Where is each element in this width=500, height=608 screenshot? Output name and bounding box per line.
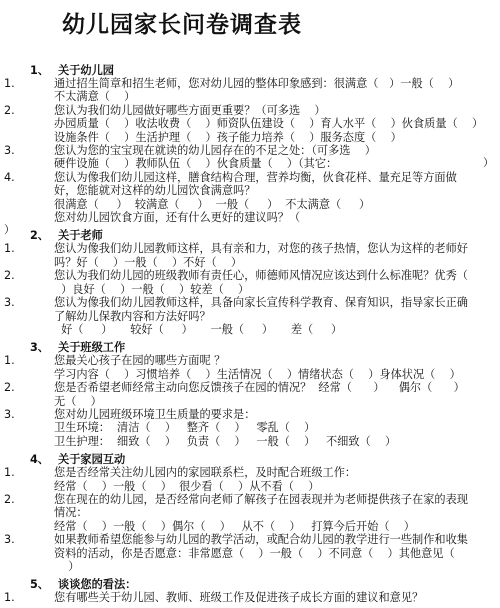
section-title: 关于班级工作 (58, 341, 126, 355)
section-number: 1、 (30, 64, 49, 77)
question-number: 1. (4, 466, 15, 480)
question-item (0, 77, 500, 104)
question-text-line: 无（ ） (54, 394, 102, 408)
question-text-line: 您对幼儿园饮食方面，还有什么更好的建议吗？（ (54, 211, 301, 225)
section-number: 4、 (30, 453, 49, 467)
question-text-line: 您认为像我们幼儿园教师这样，具有亲和力，对您的孩子热情，您认为这样的老师好 (54, 242, 468, 256)
question-text-line: 好（ ） 较好（ ） 一般（ ） 差（ ） (54, 322, 343, 336)
question-number: 1. (4, 77, 15, 90)
question-text-line: 情况： (54, 506, 88, 520)
section-number: 2、 (30, 229, 49, 243)
section-heading (0, 227, 500, 242)
question-text-line: 您认为像我们幼儿园这样，膳食结构合理，营养均衡，伙食花样、量充足等方面做 (54, 170, 457, 184)
question-item (0, 171, 500, 225)
question-text-line: 您对幼儿园班级环境卫生质量的要求是： (54, 407, 256, 421)
question-number: 2. (4, 492, 15, 506)
question-text-line: 卫生环境： 清洁（ ） 整齐（ ） 零乱（ ） (54, 421, 316, 435)
section-number: 3、 (30, 341, 49, 355)
question-number: 1. (4, 242, 15, 256)
question-number: 1. (4, 591, 15, 605)
question-text-line: 您是否希望老师经常主动向您反馈孩子在园的情况？ 经常（ ） 偶尔（ ） (54, 381, 465, 395)
question-item (0, 381, 500, 408)
section-title: 关于老师 (58, 229, 103, 243)
question-text-line: 卫生护理： 细致（ ） 负责（ ） 一般（ ） 不细致（ ） (54, 434, 397, 448)
section-heading (0, 62, 500, 77)
question-text-line: 好，您能就对这样的幼儿园饮食满意吗？ (54, 184, 256, 198)
page-title: 幼儿园家长问卷调查表 (62, 11, 302, 38)
question-item (0, 296, 500, 336)
question-item (0, 104, 500, 144)
question-item (0, 533, 500, 573)
question-text-line: 不太满意（ ） (54, 90, 136, 104)
question-text-line: 您有哪些关于幼儿园、教师、班级工作及促进孩子成长方面的建议和意见？ (54, 591, 424, 605)
question-number: 3. (4, 296, 15, 310)
section-heading (0, 576, 500, 591)
question-number: 4. (4, 170, 15, 184)
question-text-line: 您认为我们幼儿园的班级教师有责任心，师德师风情况应该达到什么标准呢？优秀（ (54, 269, 468, 283)
question-text-line: 经常（ ）一般（ ）偶尔（ ） 从不（ ） 打算今后开始（ ） (54, 519, 415, 533)
question-number: 3. (4, 533, 15, 547)
question-number: 2. (4, 103, 15, 117)
question-number: 3. (4, 407, 15, 421)
section-number: 5、 (30, 578, 49, 592)
question-text-line: 吗？好（ ）一般（ ）不好（ ） (54, 255, 243, 269)
question-item (0, 354, 500, 381)
question-text-line: 您认为我们幼儿园做好哪些方面更重要？（可多选 ） (54, 103, 326, 117)
section-heading (0, 451, 500, 466)
question-number: 1. (4, 354, 15, 368)
question-text-line: 设施条件（ ）生活护理（ ）孩子能力培养（ ）服务态度（ ） (54, 130, 402, 144)
stray-bracket: ） (4, 223, 15, 236)
question-item (0, 408, 500, 448)
question-item (0, 242, 500, 269)
section-title: 关于家园互动 (58, 453, 126, 467)
question-text-line: 硬件设施（ ）教师队伍（ ）伙食质量（ ）（其它： (54, 157, 338, 171)
question-text-line: 通过招生简章和招生老师，您对幼儿园的整体印象感到：很满意（ ）一般（ ） (54, 77, 460, 90)
question-text-line: 很满意（ ） 较满意（ ） 一般（ ） 不太满意（ ） (54, 197, 371, 211)
question-number: 3. (4, 144, 15, 158)
question-text-line: 您认为像我们幼儿园教师这样，具备向家长宣传科学教育、保育知识，指导家长正确 (54, 296, 468, 310)
question-item (0, 466, 500, 493)
question-text-line: 资料的活动，你是否愿意：非常愿意（ ）一般（ ）不同意（ ）其他意见（ (54, 546, 455, 560)
section-title: 谈谈您的看法： (58, 578, 137, 592)
question-text-line: 您是否经常关注幼儿园内的家园联系栏，及时配合班级工作： (54, 466, 357, 480)
section-heading (0, 339, 500, 354)
question-text-line: 经常（ ）一般（ ） 很少看（ ）从不看（ ） (54, 479, 320, 493)
question-text-line: 了解幼儿保教内容和方法好吗？ (54, 309, 211, 323)
question-item (0, 144, 500, 171)
question-text-line: 您认为您的宝宝现在就读的幼儿园存在的不足之处：（可多选 ） (54, 144, 376, 158)
question-text-line: 学习内容（ ）习惯培养（ ）生活情况（ ）情绪状态（ ）身体状况（ ） (54, 367, 461, 381)
question-text-line: ）良好（ ）一般（ ）较差（ ） (54, 282, 250, 296)
question-text-line: 办园质量（ ）收法收费（ ）师资队伍建设（ ）育人水平（ ）伙食质量（ ） (54, 117, 484, 131)
question-item (0, 269, 500, 296)
question-text-line: 如果教师希望您能参与幼儿园的教学活动，或配合幼儿园的教学进行一些制作和收集 (54, 533, 468, 547)
question-text-line: 您在现在的幼儿园，是否经常向老师了解孩子在园表现并为老师提供孩子在家的表现 (54, 492, 468, 506)
question-text-line: 您最关心孩子在园的哪些方面呢 ？ (54, 354, 226, 368)
question-item (0, 493, 500, 533)
stray-bracket: ） (483, 156, 494, 169)
question-number: 2. (4, 381, 15, 395)
question-number: 2. (4, 269, 15, 283)
question-item (0, 591, 500, 604)
question-text-line: ） (54, 560, 80, 573)
section-spacer (0, 605, 500, 608)
section-title: 关于幼儿园 (58, 64, 114, 77)
questionnaire-body (0, 62, 500, 608)
